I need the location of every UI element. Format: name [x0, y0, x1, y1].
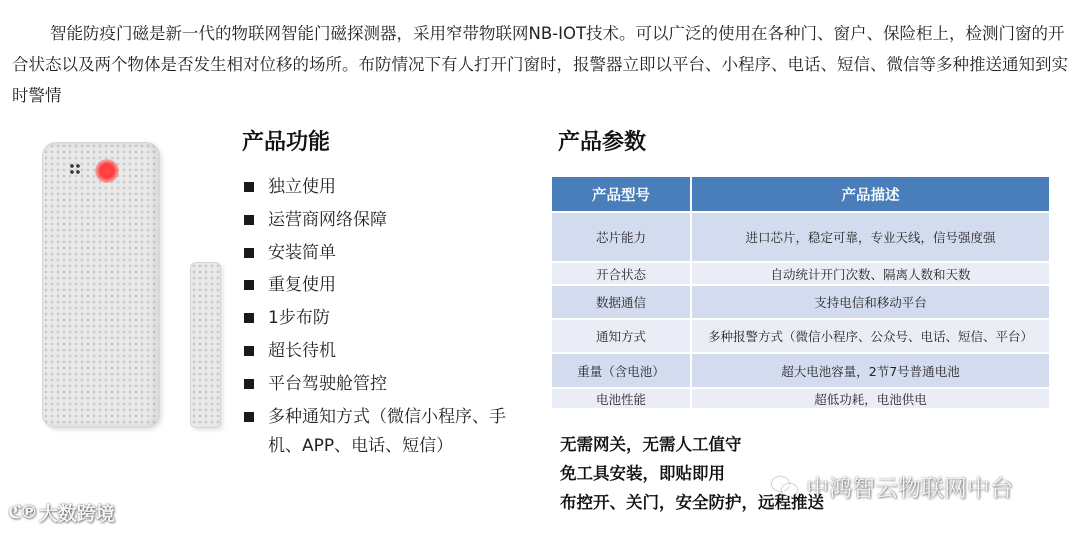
feature-item: 安装简单	[242, 241, 522, 274]
table-row	[552, 354, 1049, 387]
param-value: 自动统计开门次数、隔离人数和天数	[690, 263, 1049, 284]
feature-item: 重复使用	[242, 273, 522, 306]
param-value: 支持电信和移动平台	[690, 286, 1049, 318]
param-value: 进口芯片，稳定可靠，专业天线，信号强度强	[690, 213, 1049, 261]
param-name: 数据通信	[552, 286, 690, 318]
watermark-left-text: 大数跨境	[38, 503, 115, 525]
header-model: 产品型号	[552, 177, 690, 211]
feature-item: 多种通知方式（微信小程序、手机、APP、电话、短信）	[242, 405, 522, 461]
feature-item: 超长待机	[242, 339, 522, 372]
param-value: 超低功耗，电池供电	[690, 389, 1049, 408]
header-description: 产品描述	[690, 177, 1049, 211]
square-bullet-icon	[244, 313, 254, 323]
magnet-strip-image	[190, 262, 221, 428]
param-name: 通知方式	[552, 320, 690, 352]
square-bullet-icon	[244, 346, 254, 356]
slogan-line: 无需网关，无需人工值守	[560, 435, 742, 454]
param-value: 多种报警方式（微信小程序、公众号、电话、短信、平台）	[690, 320, 1049, 352]
table-row	[552, 389, 1049, 408]
param-value: 超大电池容量，2节7号普通电池	[690, 354, 1049, 387]
square-bullet-icon	[244, 248, 254, 258]
watermark-right	[772, 470, 1013, 503]
table-row	[552, 286, 1049, 318]
watermark-left	[8, 499, 115, 526]
table-row	[552, 320, 1049, 352]
param-name: 重量（含电池）	[552, 354, 690, 387]
param-name: 开合状态	[552, 263, 690, 284]
params-header-row	[552, 177, 1049, 211]
wechat-icon	[772, 475, 800, 499]
feature-item: 独立使用	[242, 175, 522, 208]
sensor-led-indicator	[95, 159, 119, 183]
sensor-dots	[69, 163, 81, 175]
table-row	[552, 213, 1049, 261]
features-title: 产品功能	[242, 130, 331, 155]
square-bullet-icon	[244, 412, 254, 422]
params-table	[552, 175, 1049, 410]
watermark-logo-icon: ℭ℗	[8, 502, 35, 523]
slogan-line: 免工具安装，即贴即用	[560, 464, 725, 483]
params-title: 产品参数	[558, 130, 647, 155]
param-name: 电池性能	[552, 389, 690, 408]
slogan-line: 布控开、关门，安全防护，远程推送	[560, 493, 824, 512]
features-list	[242, 175, 522, 461]
watermark-right-text: 中鸿智云物联网中台	[806, 476, 1013, 502]
square-bullet-icon	[244, 379, 254, 389]
door-sensor-image	[42, 142, 160, 428]
table-row	[552, 263, 1049, 284]
feature-item: 运营商网络保障	[242, 208, 522, 241]
param-name: 芯片能力	[552, 213, 690, 261]
square-bullet-icon	[244, 215, 254, 225]
intro-text: 智能防疫门磁是新一代的物联网智能门磁探测器，采用窄带物联网NB-IOT技术。可以广泛的使用在各种门、窗户、保险柜上，检测门窗的开合状态以及两个物体是否发生相对位移的场所。布防情况下有人打开门窗时，报警器立即以平台、小程序、电话、短信、微信等多种推送通知到实时警情	[12, 24, 1068, 105]
feature-item: 平台驾驶舱管控	[242, 372, 522, 405]
feature-item: 1步布防	[242, 306, 522, 339]
square-bullet-icon	[244, 280, 254, 290]
square-bullet-icon	[244, 182, 254, 192]
intro-paragraph	[12, 18, 1074, 111]
